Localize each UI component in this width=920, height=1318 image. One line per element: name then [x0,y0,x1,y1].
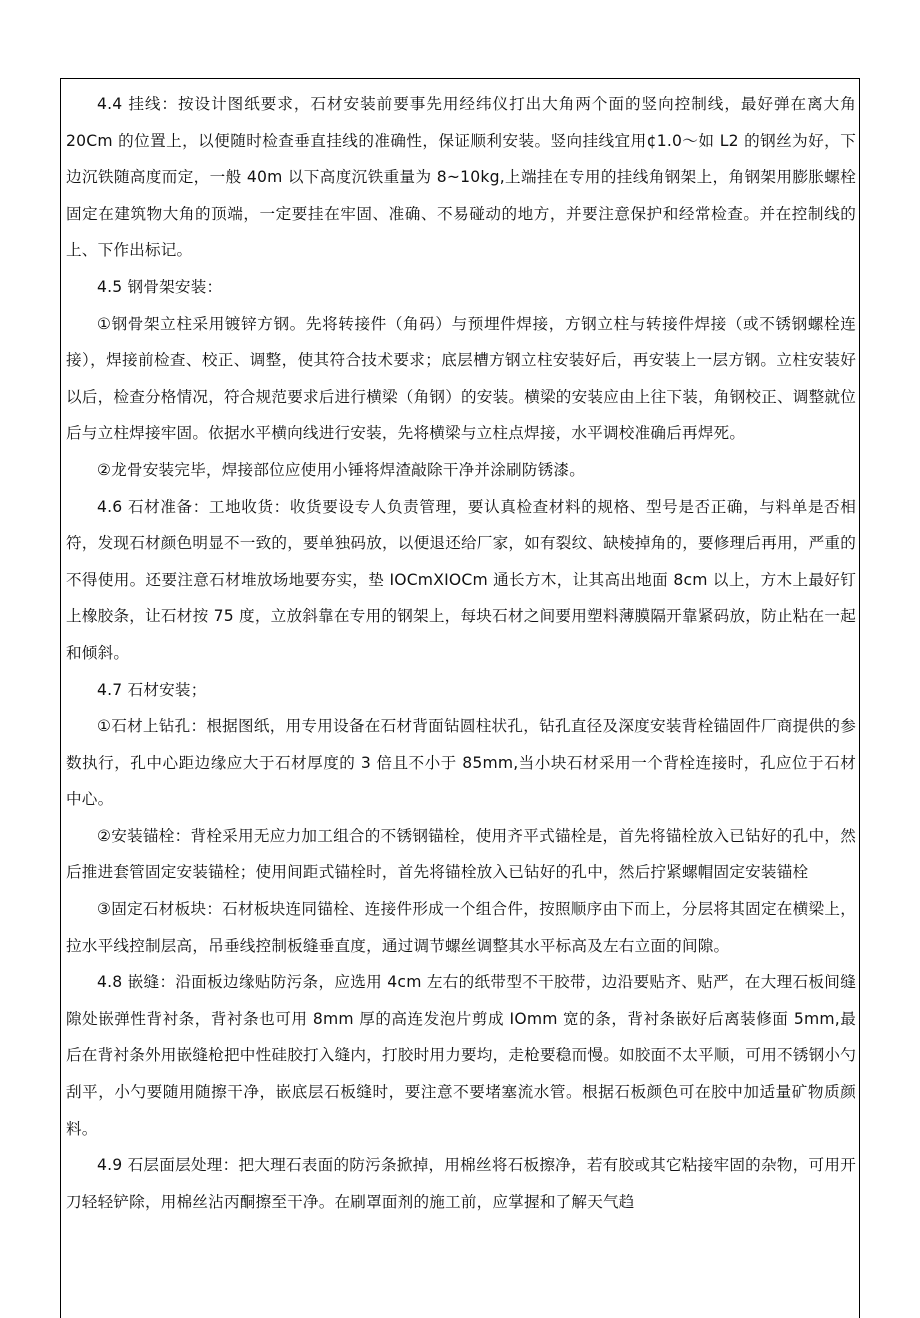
paragraph-4-6-stone-preparation: 4.6 石材准备：工地收货：收货要设专人负责管理，要认真检查材料的规格、型号是否正确，与料单是否相符，发现石材颜色明显不一致的，要单独码放，以便退还给厂家，如有裂纹、缺棱掉角的，要修理后再用，严重的不得使用。还要注意石材堆放场地要夯实，垫 IOCmXIOCm 通长方木，让其高出地面 8cm 以上，方木上最好钉上橡胶条，让石材按 75 度，立放斜靠在专用的钢架上，每块石材之间要用塑料薄膜隔开靠紧码放，防止粘在一起和倾斜。 [66,497,856,662]
paragraph-4-5-heading: 4.5 钢骨架安装： [97,277,223,296]
paragraph-4-7-item-2: ②安装锚栓：背栓采用无应力加工组合的不锈钢锚栓，使用齐平式锚栓是，首先将锚栓放入已钻好的孔中，然后推进套管固定安装锚栓；使用间距式锚栓时，首先将锚栓放入已钻好的孔中，然后拧紧螺帽固定安装锚栓 [66,826,856,882]
paragraph-4-8-caulking: 4.8 嵌缝：沿面板边缘贴防污条，应选用 4cm 左右的纸带型不干胶带，边沿要贴齐、贴严，在大理石板间缝隙处嵌弹性背衬条，背衬条也可用 8mm 厚的高连发泡片剪成 IOmm 宽的条，背衬条嵌好后离装修面 5mm,最后在背衬条外用嵌缝枪把中性硅胶打入缝内，打胶时用力要均，走枪要稳而慢。如胶面不太平顺，可用不锈钢小勺刮平，小勺要随用随擦干净，嵌底层石板缝时，要注意不要堵塞流水管。根据石板颜色可在胶中加适量矿物质颜料。 [66,973,856,1138]
paragraph-4-9-surface-treatment: 4.9 石层面层处理：把大理石表面的防污条掀掉，用棉丝将石板擦净，若有胶或其它粘接牢固的杂物，可用开刀轻轻铲除，用棉丝沾丙酮擦至干净。在刷罩面剂的施工前，应掌握和了解天气趋 [66,1156,856,1211]
document-body [66,86,856,1220]
paragraph-4-5-item-2: ②龙骨安装完毕，焊接部位应使用小锤将焊渣敲除干净并涂刷防锈漆。 [97,460,585,479]
paragraph-4-5-item-1: ①钢骨架立柱采用镀锌方钢。先将转接件（角码）与预埋件焊接，方钢立柱与转接件焊接（或不锈钢螺栓连接），焊接前检查、校正、调整，使其符合技术要求；底层槽方钢立柱安装好后，再安装上一层方钢。立柱安装好以后，检查分格情况，符合规范要求后进行横梁（角钢）的安装。横梁的安装应由上往下装，角钢校正、调整就位后与立柱焊接牢固。依据水平横向线进行安装，先将横梁与立柱点焊接，水平调校准确后再焊死。 [66,314,856,443]
paragraph-4-4-hanging-line: 4.4 挂线：按设计图纸要求，石材安装前要事先用经纬仪打出大角两个面的竖向控制线，最好弹在离大角 20Cm 的位置上，以便随时检查垂直挂线的准确性，保证顺利安装。竖向挂线宜用¢1.0～如 L2 的钢丝为好，下边沉铁随高度而定，一般 40m 以下高度沉铁重量为 8~10kg,上端挂在专用的挂线角钢架上，角钢架用膨胀螺栓固定在建筑物大角的顶端，一定要挂在牢固、准确、不易碰动的地方，并要注意保护和经常检查。并在控制线的上、下作出标记。 [66,95,856,260]
paragraph-4-7-item-1: ①石材上钻孔：根据图纸，用专用设备在石材背面钻圆柱状孔，钻孔直径及深度安装背栓锚固件厂商提供的参数执行，孔中心距边缘应大于石材厚度的 3 倍且不小于 85mm,当小块石材采用一个背栓连接时，孔应位于石材中心。 [66,717,856,809]
paragraph-4-7-item-3: ③固定石材板块：石材板块连同锚栓、连接件形成一个组合件，按照顺序由下而上，分层将其固定在横梁上，拉水平线控制层高，吊垂线控制板缝垂直度，通过调节螺丝调整其水平标高及左右立面的间隙。 [66,900,856,955]
paragraph-4-7-heading: 4.7 石材安装； [97,680,207,699]
